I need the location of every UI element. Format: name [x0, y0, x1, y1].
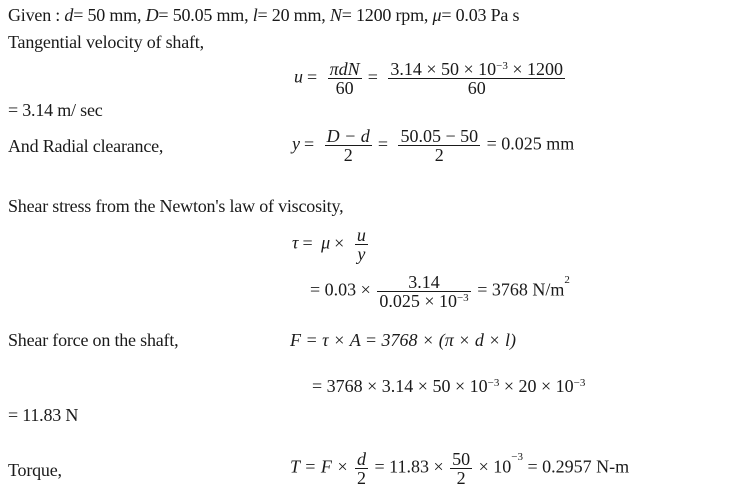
- clearance-frac1: $\frac{D - d}{2}$: [326, 126, 370, 165]
- clearance-label: And Radial clearance,: [8, 136, 164, 156]
- shear-stress-eq1: τ = μ × $\frac{u}{y}$: [292, 225, 366, 264]
- given-var-l: l: [252, 5, 258, 25]
- shear-force-eq1: F = τ × A = 3768 × (π × d × l): [290, 330, 516, 350]
- clearance-result: = 0.025 mm: [486, 133, 575, 154]
- given-var-mu: μ: [432, 5, 442, 25]
- velocity-lhs: u: [294, 66, 303, 87]
- velocity-label: Tangential velocity of shaft,: [8, 32, 204, 52]
- shear-stress-frac: $\frac{u}{y}$: [356, 225, 366, 264]
- shear-force-result: = 11.83 N: [8, 405, 79, 425]
- given-value-d: 50 mm: [87, 5, 137, 25]
- given-value-l: 20 mm: [271, 5, 322, 25]
- given-var-D: D: [145, 5, 159, 25]
- shear-stress-label: Shear stress from the Newton's law of viscosity,: [8, 196, 344, 216]
- shear-force-label: Shear force on the shaft,: [8, 330, 179, 350]
- given-var-N: N: [329, 5, 342, 25]
- torque-frac2: $\frac{50}{2}$: [452, 449, 471, 488]
- shear-force-eq2: = $3768 \times 3.14 \times 50 \times 10^{-3} \times 20 \times 10^{-3}$: [312, 376, 586, 396]
- given-prefix: Given :: [8, 5, 61, 25]
- given-value-D: 50.05 mm: [172, 5, 245, 25]
- torque-label: Torque,: [8, 460, 62, 480]
- given-value-N: 1200 rpm: [355, 5, 424, 25]
- clearance-lhs: y: [292, 133, 300, 154]
- clearance-frac2: $\frac{50.05 - 50}{2}$: [400, 126, 479, 165]
- given-value-mu: 0.03 Pa s: [455, 5, 520, 25]
- torque-result: = 0.2957 N-m: [527, 456, 630, 477]
- given-line: Given : d= 50 mm, D= 50.05 mm, l= 20 mm, N= 1200 rpm, μ= 0.03 Pa s: [8, 5, 520, 25]
- velocity-frac1: $\frac{\text{πdN}}{60}$: [329, 59, 360, 98]
- velocity-result: = 3.14 m/ sec: [8, 100, 103, 120]
- velocity-equation: u = $\frac{\text{πdN}}{60}$ = $\frac{3.14 \times 50 \times 10^{-3} \times 1200}{60}$: [294, 59, 564, 98]
- clearance-equation: y = $\frac{D - d}{2}$ = $\frac{50.05 - 50}{2}$ = 0.025 mm: [292, 126, 575, 165]
- given-var-d: d: [64, 5, 74, 25]
- shear-stress-frac2: $\frac{3.14}{0.025 \times 10^{-3}}$: [379, 272, 469, 311]
- torque-equation: T = F × $\frac{d}{2}$ = 11.83 × $\frac{50}{2}$ × $10^{-3} = 0.2957$ N-m: [290, 449, 630, 488]
- velocity-frac2: $\frac{3.14 \times 50 \times 10^{-3} \times 1200}{60}$: [390, 59, 564, 98]
- torque-frac1: $\frac{d}{2}$: [356, 449, 366, 488]
- shear-stress-eq2: = 0.03 × $\frac{3.14}{0.025 \times 10^{-3}}$ = 3768 $N/m^2$: [310, 272, 570, 311]
